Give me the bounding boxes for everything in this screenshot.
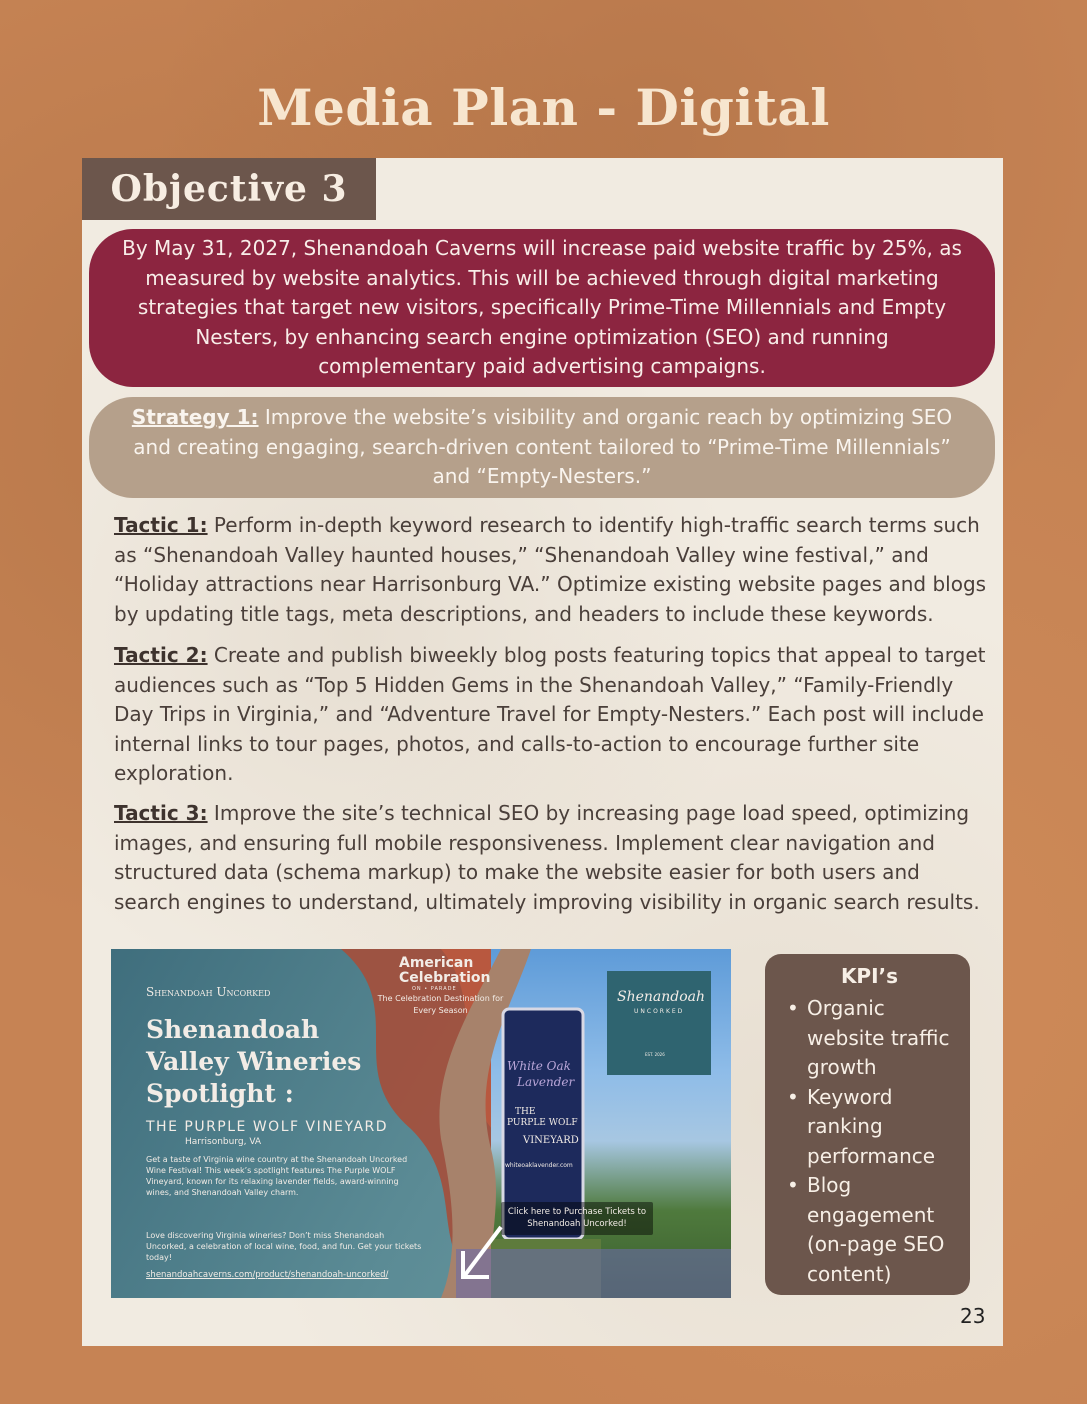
- tactic-2-label: Tactic 2:: [114, 643, 208, 667]
- promo-eyebrow: Shenandoah Uncorked: [146, 985, 271, 999]
- badge-line-1: Shenandoah: [617, 989, 706, 1005]
- tactic-3-text: Improve the site’s technical SEO by increasing page load speed, optimizing images, and ensuring full mobile responsiveness. Implement clear navigation and structured data (schema markup) to make the website easier for both users and search engines to understand, ultimately improving visibility in organic search results.: [114, 801, 980, 914]
- kpi-item: • Blog engagement (on-page SEO content): [783, 1171, 956, 1289]
- tactic-1: [114, 511, 990, 629]
- promo-location: Harrisonburg, VA: [185, 1137, 262, 1147]
- sign-line-3: THE: [515, 1107, 536, 1117]
- tactic-2: [114, 641, 990, 789]
- sign-line-4: PURPLE WOLF: [507, 1118, 578, 1128]
- badge-line-2: UNCORKED: [634, 1008, 685, 1015]
- sign-line-2: Lavender: [517, 1075, 575, 1089]
- promo-body-2: Love discovering Virginia wineries? Don’t miss Shenandoah Uncorked, a celebration of local wine, food, and fun. Get your tickets today!: [146, 1231, 422, 1262]
- sign-line-5: VINEYARD: [523, 1135, 579, 1146]
- sign-url: whiteoaklavender.com: [505, 1162, 573, 1169]
- objective-tab-label: Objective 3: [110, 168, 348, 210]
- kpi-item: • Organic website traffic growth: [783, 994, 956, 1083]
- promo-body: Get a taste of Virginia wine country at the Shenandoah Uncorked Wine Festival! This week’s spotlight features The Purple WOLF Vineyard, known for its relaxing lavender fields, award-winning wines, and Shenandoah Valley charm.: [146, 1155, 408, 1197]
- objective-box: [89, 229, 995, 387]
- tactic-1-text: Perform in-depth keyword research to identify high-traffic search terms such as “Shenandoah Valley haunted houses,” “Shenandoah Valley wine festival,” and “Holiday attractions near Harrisonburg VA.” Optimize existing website pages and blogs by updating title tags, meta descriptions, and headers to include these keywords.: [114, 513, 987, 626]
- promo-subhead: THE PURPLE WOLF VINEYARD: [146, 1119, 389, 1135]
- promo-headline-1: Shenandoah: [146, 1015, 320, 1044]
- kpi-item: • Keyword ranking performance: [783, 1083, 956, 1172]
- objective-tab: [82, 158, 376, 220]
- arrow-down-left-icon: [457, 1223, 507, 1283]
- brand-tagline: The Celebration Destination for Every Season: [377, 994, 504, 1015]
- tactic-3-label: Tactic 3:: [114, 801, 208, 825]
- brand-line-3: ON • PARADE: [412, 986, 457, 992]
- brand-line-2: Celebration: [399, 970, 491, 986]
- sign-line-1: White Oak: [507, 1059, 571, 1073]
- promo-headline-2: Valley Wineries: [146, 1047, 362, 1076]
- kpi-box: [765, 954, 970, 1295]
- strategy-text: Improve the website’s visibility and organic reach by optimizing SEO and creating engaging, search-driven content tailored to “Prime-Time Millennials” and “Empty-Nesters.”: [133, 405, 953, 489]
- strategy-paragraph: [129, 403, 955, 492]
- cta-label: Click here to Purchase Tickets to Shenandoah Uncorked!: [507, 1207, 647, 1229]
- strategy-label: Strategy 1:: [131, 405, 259, 430]
- cta-button[interactable]: [501, 1202, 653, 1235]
- strategy-box: [89, 397, 995, 498]
- kpi-list: [783, 994, 956, 1289]
- brand-line-1: American: [399, 955, 474, 971]
- promo-headline-3: Spotlight :: [146, 1079, 294, 1108]
- promo-link[interactable]: shenandoahcaverns.com/product/shenandoah-uncorked/: [146, 1270, 389, 1280]
- page-number: 23: [960, 1304, 986, 1328]
- tactic-1-label: Tactic 1:: [114, 513, 208, 537]
- tactic-3: [114, 799, 990, 917]
- tactic-2-text: Create and publish biweekly blog posts featuring topics that appeal to target audiences such as “Top 5 Hidden Gems in the Shenandoah Valley,” “Family-Friendly Day Trips in Virginia,” and “Adventure Travel for Empty-Nesters.” Each post will include internal links to tour pages, photos, and calls-to-action to encourage further site exploration.: [114, 643, 986, 785]
- page-title: Media Plan - Digital: [257, 78, 830, 137]
- promo-graphic[interactable]: [111, 949, 731, 1298]
- objective-text: By May 31, 2027, Shenandoah Caverns will increase paid website traffic by 25%, as measured by website analytics. This will be achieved through digital marketing strategies that target new visitors, specifically Prime-Time Millennials and Empty Nesters, by enhancing search engine optimization (SEO) and running complementary paid advertising campaigns.: [122, 236, 962, 379]
- badge-line-3: EST. 2026: [645, 1052, 665, 1057]
- kpi-title: KPI’s: [840, 964, 899, 988]
